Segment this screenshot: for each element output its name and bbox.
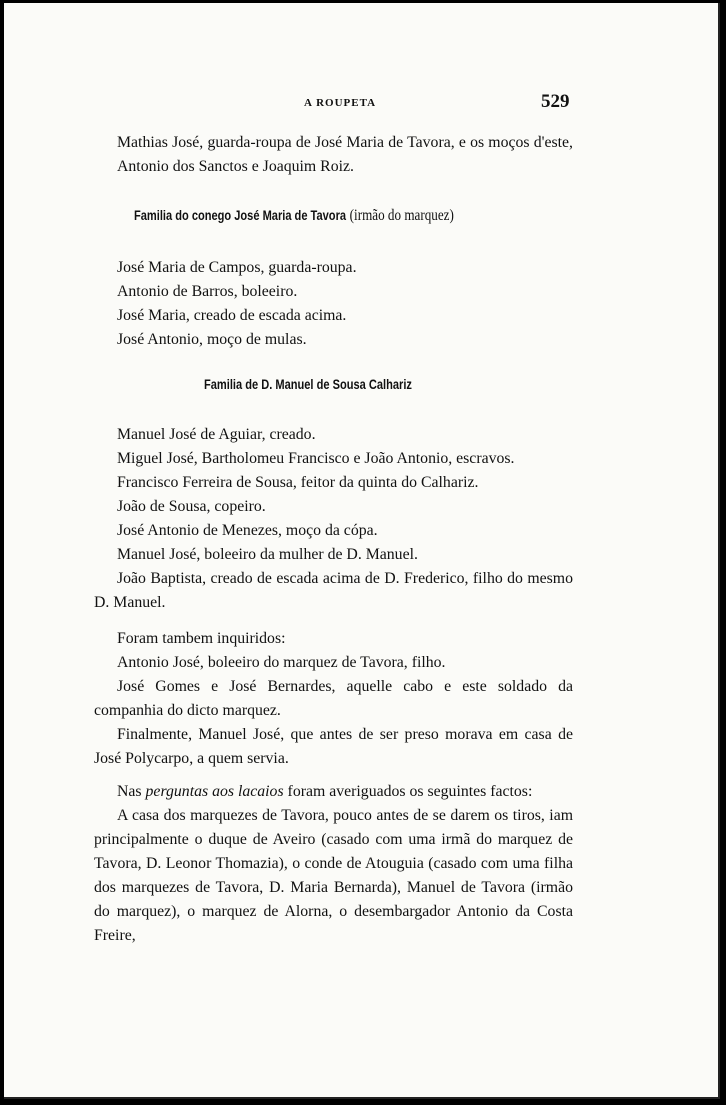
- book-page: [4, 3, 720, 1099]
- running-title: A ROUPETA: [304, 97, 377, 109]
- lead-italic: perguntas aos lacaios: [145, 783, 284, 800]
- list-item: Miguel José, Bartholomeu Francisco e João Antonio, escravos.: [117, 450, 515, 467]
- list-item: José Maria de Campos, guarda-roupa.: [117, 259, 357, 276]
- paragraph-text: A casa dos marquezes de Tavora, pouco antes de se darem os tiros, iam principalmente o duque de Aveiro (casado com uma irmã do marquez de Tavora, D. Leonor Thomazia), o conde de Atouguia (casado com uma filha dos marquezes de Tavora, D. Maria Bernarda), Manuel de Tavora (irmão do marquez), o marquez de Alorna, o desembargador Antonio da Costa Freire,: [94, 807, 573, 944]
- lead-line: [117, 780, 573, 804]
- list-item: Francisco Ferreira de Sousa, feitor da quinta do Calhariz.: [117, 474, 479, 491]
- list-intro: Foram tambem inquiridos:: [117, 630, 286, 647]
- list-item: João de Sousa, copeiro.: [117, 498, 266, 515]
- paragraph-lacaios: [94, 780, 573, 948]
- list-manuel: [94, 423, 573, 615]
- list-item: José Maria, creado de escada acima.: [117, 307, 347, 324]
- heading-parenthetical: (irmão do marquez): [349, 207, 454, 224]
- list-conego: [117, 256, 573, 352]
- section-heading-manuel: Familia de D. Manuel de Sousa Calhariz: [204, 377, 412, 392]
- list-item: Manuel José, boleeiro da mulher de D. Manuel.: [117, 546, 418, 563]
- lead-suffix: foram averiguados os seguintes factos:: [283, 783, 533, 800]
- lead-prefix: Nas: [117, 783, 146, 800]
- list-item: José Gomes e José Bernardes, aquelle cabo e este soldado da companhia do dicto marquez.: [94, 678, 573, 719]
- list-item: João Baptista, creado de escada acima de D. Frederico, filho do mesmo D. Manuel.: [94, 570, 573, 611]
- page-number: 529: [541, 91, 570, 112]
- list-item: Antonio de Barros, boleeiro.: [117, 283, 298, 300]
- list-item: Antonio José, boleeiro do marquez de Tavora, filho.: [117, 654, 446, 671]
- list-inquiridos: [94, 627, 573, 771]
- list-item: Manuel José de Aguiar, creado.: [117, 426, 316, 443]
- paragraph-text: Mathias José, guarda-roupa de José Maria de Tavora, e os moços d'este, Antonio dos Sanctos e Joaquim Roiz.: [117, 134, 573, 175]
- paragraph-mathias: [117, 131, 573, 179]
- list-item: Finalmente, Manuel José, que antes de ser preso morava em casa de José Polycarpo, a quem servia.: [94, 726, 573, 767]
- list-item: José Antonio de Menezes, moço da cópa.: [117, 522, 378, 539]
- page-header: [4, 91, 718, 115]
- section-heading-conego: [134, 207, 454, 225]
- list-item: José Antonio, moço de mulas.: [117, 331, 307, 348]
- heading-bold: Familia do conego José Maria de Tavora: [134, 208, 347, 223]
